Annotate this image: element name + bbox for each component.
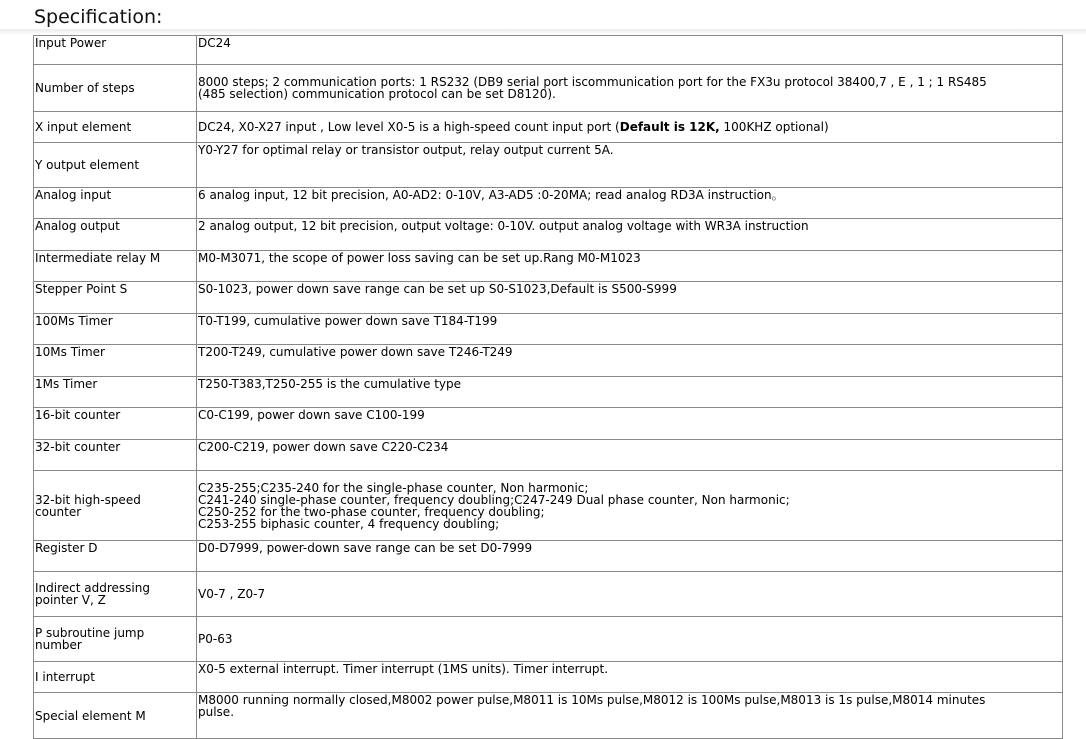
- spec-label: Stepper Point S: [34, 282, 197, 314]
- table-row: [34, 572, 1063, 617]
- default-rate-text: Default is 12K,: [619, 120, 720, 134]
- spec-value: DC24: [197, 36, 1063, 65]
- spec-value: V0-7 , Z0-7: [197, 572, 1063, 617]
- spec-value: C200-C219, power down save C220-C234: [197, 440, 1063, 471]
- spec-label: P subroutine jump number: [34, 617, 197, 662]
- spec-label: Analog output: [34, 219, 197, 251]
- table-row: [34, 541, 1063, 572]
- spec-label: 32-bit counter: [34, 440, 197, 471]
- page-title: Specification:: [34, 6, 163, 28]
- table-row: [34, 440, 1063, 471]
- spec-value: 8000 steps; 2 communication ports: 1 RS232 (DB9 serial port iscommunication port for the FX3u protocol 38400,7 , E , 1 ; 1 RS485 (485 selection) communication protocol can be set D8120).: [197, 65, 1063, 112]
- table-row: [34, 693, 1063, 739]
- spec-label: 1Ms Timer: [34, 377, 197, 408]
- spec-label: Special element M: [34, 693, 197, 739]
- table-row: [34, 617, 1063, 662]
- spec-value: Y0-Y27 for optimal relay or transistor output, relay output current 5A.: [197, 143, 1063, 188]
- table-row: [34, 36, 1063, 65]
- spec-value: M0-M3071, the scope of power loss saving can be set up.Rang M0-M1023: [197, 251, 1063, 282]
- table-row: [34, 377, 1063, 408]
- table-row: [34, 65, 1063, 112]
- spec-label: Number of steps: [34, 65, 197, 112]
- spec-value: C235-255;C235-240 for the single-phase counter, Non harmonic; C241-240 single-phase counter, frequency doubling;C247-249 Dual phase counter, Non harmonic; C250-252 for the two-phase counter, frequency doubling; C253-255 biphasic counter, 4 frequency doubling;: [197, 471, 1063, 541]
- spec-label: 10Ms Timer: [34, 345, 197, 377]
- table-row: [34, 471, 1063, 541]
- spec-label: 32-bit high-speed counter: [34, 471, 197, 541]
- spec-label: 16-bit counter: [34, 408, 197, 440]
- spec-value: M8000 running normally closed,M8002 power pulse,M8011 is 10Ms pulse,M8012 is 100Ms pulse,M8013 is 1s pulse,M8014 minutes pulse.: [197, 693, 1063, 739]
- spec-label: Input Power: [34, 36, 197, 65]
- table-row: [34, 143, 1063, 188]
- spec-value: P0-63: [197, 617, 1063, 662]
- spec-label: 100Ms Timer: [34, 314, 197, 345]
- table-row: [34, 408, 1063, 440]
- spec-value: 2 analog output, 12 bit precision, output voltage: 0-10V. output analog voltage with WR3A instruction: [197, 219, 1063, 251]
- spec-label: X input element: [34, 112, 197, 143]
- spec-value: T0-T199, cumulative power down save T184-T199: [197, 314, 1063, 345]
- specification-table: [33, 35, 1063, 739]
- spec-value: 6 analog input, 12 bit precision, A0-AD2: 0-10V, A3-AD5 :0-20MA; read analog RD3A instruction。: [197, 188, 1063, 219]
- spec-value: C0-C199, power down save C100-199: [197, 408, 1063, 440]
- spec-value: DC24, X0-X27 input , Low level X0-5 is a high-speed count input port (Default is 12K, 100KHZ optional): [197, 112, 1063, 143]
- table-row: [34, 219, 1063, 251]
- table-row: [34, 251, 1063, 282]
- spec-label: Register D: [34, 541, 197, 572]
- spec-label: I interrupt: [34, 662, 197, 693]
- spec-value: T200-T249, cumulative power down save T246-T249: [197, 345, 1063, 377]
- spec-value: T250-T383,T250-255 is the cumulative type: [197, 377, 1063, 408]
- table-row: [34, 345, 1063, 377]
- table-row: [34, 282, 1063, 314]
- spec-label: Indirect addressing pointer V, Z: [34, 572, 197, 617]
- table-row: [34, 112, 1063, 143]
- spec-value: X0-5 external interrupt. Timer interrupt (1MS units). Timer interrupt.: [197, 662, 1063, 693]
- table-row: [34, 314, 1063, 345]
- spec-label: Analog input: [34, 188, 197, 219]
- spec-value: D0-D7999, power-down save range can be set D0-7999: [197, 541, 1063, 572]
- table-row: [34, 662, 1063, 693]
- spec-value: S0-1023, power down save range can be set up S0-S1023,Default is S500-S999: [197, 282, 1063, 314]
- table-row: [34, 188, 1063, 219]
- spec-label: Intermediate relay M: [34, 251, 197, 282]
- spec-label: Y output element: [34, 143, 197, 188]
